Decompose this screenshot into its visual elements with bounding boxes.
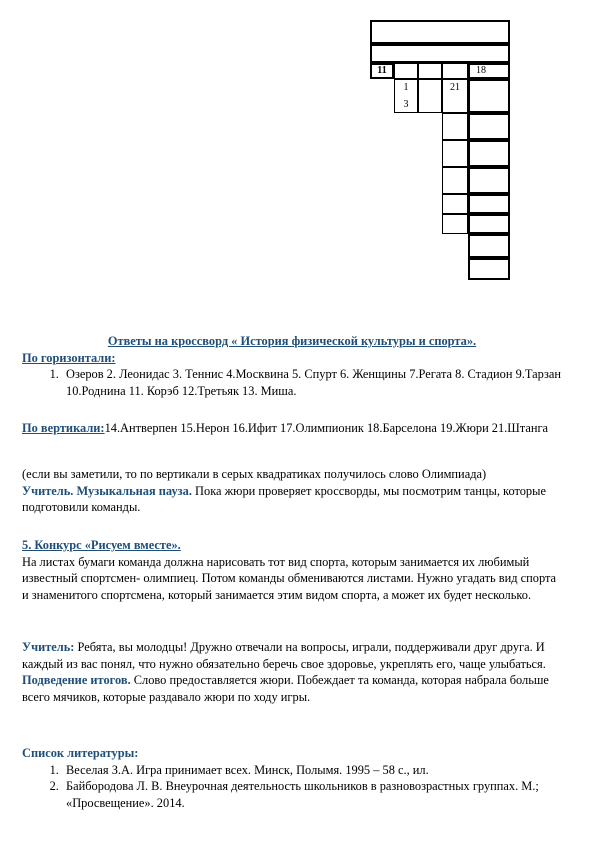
summary-paragraph <box>22 672 562 705</box>
crossword-number: 1 <box>403 82 409 93</box>
crossword-cell <box>468 63 510 79</box>
crossword-number: 21 <box>450 82 460 93</box>
answers-section <box>22 333 562 399</box>
literature-item: 2. Байбородова Л. В. Внеурочная деятельность школьников в разновозрастных группах. М.; «Просвещение». 2014. <box>62 778 562 811</box>
crossword-cell <box>442 113 468 140</box>
crossword-cell <box>442 214 468 234</box>
crossword-cell <box>370 44 510 63</box>
crossword-cell <box>442 140 468 167</box>
crossword-cell <box>468 113 510 140</box>
teacher-music-text: Пока жюри проверяет кроссворды, мы посмотрим танцы, которые подготовили команды. <box>22 483 546 514</box>
vertical-section <box>22 420 562 437</box>
conclusion-section <box>22 639 562 705</box>
crossword-cell <box>468 214 510 234</box>
note-section <box>22 466 562 516</box>
crossword-cell <box>468 167 510 194</box>
crossword-cell <box>418 63 442 79</box>
contest-section <box>22 537 562 603</box>
crossword-cell <box>442 167 468 194</box>
crossword-number: 18 <box>476 65 486 76</box>
crossword-cell <box>442 63 468 79</box>
grey-cells-note: (если вы заметили, то по вертикали в серых квадратиках получилось слово Олимпиада) <box>22 467 487 481</box>
horizontal-answers: 1. Озеров 2. Леонидас 3. Теннис 4.Москвина 5. Спурт 6. Женщины 7.Регата 8. Стадион 9.Тарзан 10.Роднина 11. Корэб 12.Третьяк 13. Миша. <box>62 366 562 399</box>
crossword-cell <box>394 79 418 113</box>
crossword-cell <box>370 20 510 44</box>
horizontal-label: По горизонтали: <box>22 350 116 365</box>
contest-text: На листах бумаги команда должна нарисовать тот вид спорта, которым занимается их любимый известный спортсмен- олимпиец. Потом команды обмениваются листами. Нужно угадать вид спорта и знаменитого спортсмена, который занимается этим видом спорта, а может их будет несколько. <box>22 554 557 602</box>
crossword-cell <box>468 258 510 280</box>
crossword-number: 11 <box>377 65 387 76</box>
summary-label: Подведение итогов. <box>22 673 131 687</box>
crossword-cell <box>468 79 510 113</box>
summary-text: Слово предоставляется жюри. Побеждает та команда, которая набрала больше всего мячиков, которые раздавало жюри по ходу игры. <box>22 673 549 704</box>
vertical-answers: 14.Антверпен 15.Нерон 16.Ифит 17.Олимпионик 18.Барселона 19.Жюри 21.Штанга <box>104 421 549 435</box>
literature-list <box>22 762 562 812</box>
crossword-number: 3 <box>403 99 409 110</box>
crossword-cell <box>468 194 510 214</box>
horizontal-list <box>22 366 562 399</box>
answers-title: Ответы на кроссворд « История физической культуры и спорта». <box>107 334 477 348</box>
crossword-cell <box>370 63 394 79</box>
teacher-music-paragraph <box>22 483 562 516</box>
crossword-cell <box>468 140 510 167</box>
crossword-cell <box>468 234 510 258</box>
literature-item: 1. Веселая З.А. Игра принимает всех. Минск, Полымя. 1995 – 58 с., ил. <box>62 762 562 779</box>
crossword-cell <box>442 194 468 214</box>
vertical-label: По вертикали: <box>22 421 105 435</box>
teacher-final-paragraph <box>22 639 562 672</box>
contest-title: 5. Конкурс «Рисуем вместе». <box>22 538 181 552</box>
literature-section <box>22 745 562 811</box>
teacher-music-label: Учитель. Музыкальная пауза. <box>22 483 192 498</box>
literature-title: Список литературы: <box>22 746 139 760</box>
crossword-cell <box>394 63 418 79</box>
teacher-final-text: Ребята, вы молодцы! Дружно отвечали на вопросы, играли, поддерживали друг друга. И каждый из вас понял, что нужно обязательно беречь свое здоровье, укреплять его, чаще улыбаться. <box>22 640 546 671</box>
vertical-paragraph <box>22 420 562 437</box>
crossword-cell <box>442 79 468 113</box>
crossword-cell <box>418 79 442 113</box>
teacher-final-label: Учитель: <box>22 640 75 654</box>
